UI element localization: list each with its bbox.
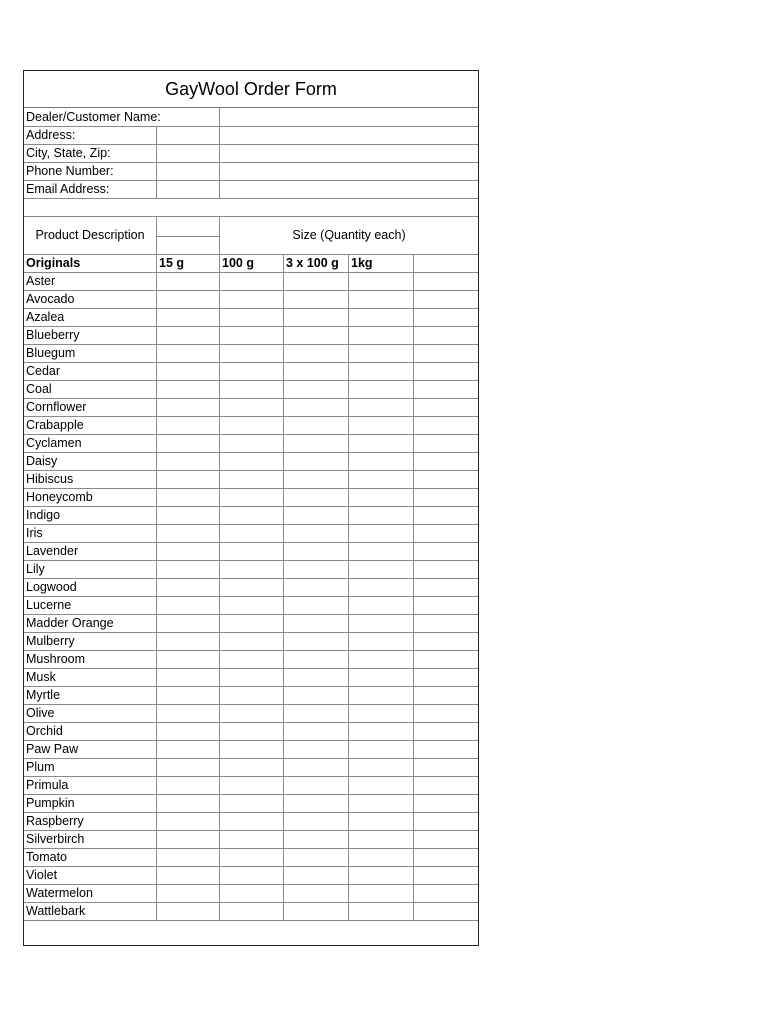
quantity-cell[interactable] [284,885,348,902]
quantity-cell[interactable] [414,381,479,398]
quantity-cell[interactable] [157,903,219,920]
quantity-cell[interactable] [284,273,348,290]
size-header: Size (Quantity each) [292,228,406,242]
quantity-cell[interactable] [220,489,283,506]
quantity-cell[interactable] [349,435,413,452]
product-name: Azalea [26,310,65,324]
customer-field-input[interactable] [219,163,478,180]
customer-field-input[interactable] [219,109,478,126]
quantity-cell[interactable] [284,759,348,776]
quantity-cell[interactable] [157,561,219,578]
quantity-cell[interactable] [284,669,348,686]
customer-field-input[interactable] [219,181,478,198]
quantity-cell[interactable] [220,597,283,614]
size-column-header: 3 x 100 g [286,256,339,270]
quantity-cell[interactable] [284,471,348,488]
quantity-cell[interactable] [284,813,348,830]
quantity-cell[interactable] [284,561,348,578]
quantity-cell[interactable] [349,885,413,902]
quantity-cell[interactable] [284,507,348,524]
quantity-cell[interactable] [349,273,413,290]
quantity-cell[interactable] [414,705,479,722]
quantity-cell[interactable] [349,849,413,866]
quantity-cell[interactable] [349,579,413,596]
quantity-cell[interactable] [414,345,479,362]
quantity-cell[interactable] [349,741,413,758]
product-description-header: Product Description [35,228,145,242]
customer-field-label: Address: [26,128,76,142]
quantity-cell[interactable] [220,687,283,704]
quantity-cell[interactable] [349,507,413,524]
quantity-cell[interactable] [414,579,479,596]
quantity-cell[interactable] [284,687,348,704]
quantity-cell[interactable] [220,903,283,920]
quantity-cell[interactable] [157,273,219,290]
quantity-cell[interactable] [414,669,479,686]
quantity-cell[interactable] [349,669,413,686]
customer-field-label: City, State, Zip: [26,146,111,160]
quantity-cell[interactable] [157,651,219,668]
quantity-cell[interactable] [414,903,479,920]
quantity-cell[interactable] [349,489,413,506]
quantity-cell[interactable] [157,291,219,308]
quantity-cell[interactable] [220,705,283,722]
product-name: Tomato [26,850,67,864]
header-col-divider [219,216,220,254]
column-divider [413,254,414,920]
quantity-cell[interactable] [157,345,219,362]
quantity-cell[interactable] [284,633,348,650]
column-divider [283,254,284,920]
column-divider [219,254,220,920]
quantity-cell[interactable] [349,795,413,812]
quantity-cell[interactable] [284,417,348,434]
quantity-cell[interactable] [220,561,283,578]
quantity-cell[interactable] [157,597,219,614]
product-name: Hibiscus [26,472,74,486]
quantity-cell[interactable] [157,687,219,704]
quantity-cell[interactable] [414,795,479,812]
spacer-divider [24,216,478,217]
quantity-cell[interactable] [157,363,219,380]
quantity-cell[interactable] [414,471,479,488]
quantity-cell[interactable] [157,813,219,830]
product-name: Honeycomb [26,490,93,504]
quantity-cell[interactable] [220,309,283,326]
product-name: Lily [26,562,45,576]
quantity-cell[interactable] [157,327,219,344]
product-name: Cornflower [26,400,87,414]
quantity-cell[interactable] [157,543,219,560]
quantity-cell[interactable] [220,633,283,650]
quantity-cell[interactable] [349,399,413,416]
quantity-cell[interactable] [349,867,413,884]
product-name: Mulberry [26,634,75,648]
quantity-cell[interactable] [349,903,413,920]
product-name: Watermelon [26,886,93,900]
quantity-cell[interactable] [157,435,219,452]
quantity-cell[interactable] [414,831,479,848]
product-name: Mushroom [26,652,86,666]
quantity-cell[interactable] [349,777,413,794]
quantity-cell[interactable] [157,777,219,794]
quantity-cell[interactable] [220,849,283,866]
order-form [23,70,479,946]
header-divider [24,254,478,255]
quantity-cell[interactable] [157,705,219,722]
quantity-cell[interactable] [220,327,283,344]
quantity-cell[interactable] [220,741,283,758]
product-name: Plum [26,760,55,774]
quantity-cell[interactable] [284,795,348,812]
quantity-cell[interactable] [349,309,413,326]
quantity-cell[interactable] [220,363,283,380]
product-name: Madder Orange [26,616,114,630]
product-name: Violet [26,868,58,882]
quantity-cell[interactable] [349,363,413,380]
product-name: Bluegum [26,346,76,360]
customer-col-divider [156,126,157,198]
header-col-divider [156,216,157,254]
product-name: Paw Paw [26,742,79,756]
quantity-cell[interactable] [157,417,219,434]
quantity-cell[interactable] [157,489,219,506]
quantity-cell[interactable] [220,831,283,848]
quantity-cell[interactable] [349,543,413,560]
quantity-cell[interactable] [349,597,413,614]
quantity-cell[interactable] [220,453,283,470]
quantity-cell[interactable] [220,291,283,308]
quantity-cell[interactable] [157,669,219,686]
quantity-cell[interactable] [414,507,479,524]
quantity-cell[interactable] [220,471,283,488]
quantity-cell[interactable] [220,435,283,452]
quantity-cell[interactable] [220,795,283,812]
quantity-cell[interactable] [220,885,283,902]
column-divider [348,254,349,920]
quantity-cell[interactable] [414,363,479,380]
quantity-cell[interactable] [157,507,219,524]
quantity-cell[interactable] [220,615,283,632]
product-name: Lucerne [26,598,72,612]
quantity-cell[interactable] [157,849,219,866]
quantity-cell[interactable] [220,273,283,290]
quantity-cell[interactable] [414,849,479,866]
header-subdivider [156,236,219,237]
quantity-cell[interactable] [284,345,348,362]
quantity-cell[interactable] [284,453,348,470]
quantity-cell[interactable] [284,399,348,416]
product-name: Daisy [26,454,58,468]
quantity-cell[interactable] [157,579,219,596]
quantity-cell[interactable] [414,867,479,884]
quantity-cell[interactable] [284,291,348,308]
quantity-cell[interactable] [284,903,348,920]
quantity-cell[interactable] [284,615,348,632]
quantity-cell[interactable] [157,471,219,488]
quantity-cell[interactable] [220,381,283,398]
quantity-cell[interactable] [157,885,219,902]
quantity-cell[interactable] [414,525,479,542]
quantity-cell[interactable] [349,705,413,722]
product-name: Logwood [26,580,77,594]
quantity-cell[interactable] [414,777,479,794]
quantity-cell[interactable] [414,741,479,758]
size-column-header: 100 g [222,256,254,270]
quantity-cell[interactable] [220,813,283,830]
quantity-cell[interactable] [157,381,219,398]
quantity-cell[interactable] [349,381,413,398]
product-name: Cedar [26,364,61,378]
product-name: Orchid [26,724,63,738]
product-name: Aster [26,274,56,288]
quantity-cell[interactable] [414,453,479,470]
quantity-cell[interactable] [157,759,219,776]
quantity-cell[interactable] [349,831,413,848]
quantity-cell[interactable] [284,309,348,326]
quantity-cell[interactable] [414,417,479,434]
quantity-cell[interactable] [157,867,219,884]
quantity-cell[interactable] [220,651,283,668]
quantity-cell[interactable] [284,525,348,542]
quantity-cell[interactable] [284,849,348,866]
customer-field-label: Email Address: [26,182,110,196]
form-title: GayWool Order Form [24,71,478,108]
quantity-cell[interactable] [284,723,348,740]
quantity-cell[interactable] [349,471,413,488]
quantity-cell[interactable] [220,399,283,416]
customer-col-divider [219,108,220,198]
customer-field-input[interactable] [219,127,478,144]
quantity-cell[interactable] [349,291,413,308]
quantity-cell[interactable] [284,381,348,398]
quantity-cell[interactable] [220,543,283,560]
product-name: Coal [26,382,52,396]
quantity-cell[interactable] [157,831,219,848]
quantity-cell[interactable] [220,579,283,596]
quantity-cell[interactable] [414,489,479,506]
product-name: Raspberry [26,814,84,828]
product-name: Indigo [26,508,61,522]
quantity-cell[interactable] [220,417,283,434]
quantity-cell[interactable] [414,687,479,704]
quantity-cell[interactable] [349,615,413,632]
quantity-cell[interactable] [284,831,348,848]
quantity-cell[interactable] [284,597,348,614]
size-column-header: 15 g [159,256,185,270]
quantity-cell[interactable] [220,723,283,740]
quantity-cell[interactable] [414,633,479,650]
quantity-cell[interactable] [349,525,413,542]
quantity-cell[interactable] [349,651,413,668]
quantity-cell[interactable] [414,885,479,902]
customer-row-divider [24,198,478,199]
product-name: Cyclamen [26,436,82,450]
quantity-cell[interactable] [414,615,479,632]
quantity-cell[interactable] [349,453,413,470]
product-name: Blueberry [26,328,80,342]
quantity-cell[interactable] [414,723,479,740]
quantity-cell[interactable] [157,723,219,740]
quantity-cell[interactable] [284,363,348,380]
quantity-cell[interactable] [414,813,479,830]
quantity-cell[interactable] [349,687,413,704]
product-name: Crabapple [26,418,84,432]
customer-field-label: Phone Number: [26,164,114,178]
quantity-cell[interactable] [284,579,348,596]
product-name: Olive [26,706,55,720]
quantity-cell[interactable] [157,741,219,758]
quantity-cell[interactable] [349,327,413,344]
quantity-cell[interactable] [284,489,348,506]
quantity-cell[interactable] [349,723,413,740]
product-name: Avocado [26,292,75,306]
product-name: Silverbirch [26,832,85,846]
quantity-cell[interactable] [414,435,479,452]
quantity-cell[interactable] [220,345,283,362]
quantity-cell[interactable] [284,741,348,758]
quantity-cell[interactable] [220,507,283,524]
quantity-cell[interactable] [284,777,348,794]
customer-field-label: Dealer/Customer Name: [26,110,161,124]
quantity-cell[interactable] [284,543,348,560]
quantity-cell[interactable] [349,345,413,362]
quantity-cell[interactable] [414,327,479,344]
quantity-cell[interactable] [349,813,413,830]
quantity-cell[interactable] [284,705,348,722]
quantity-cell[interactable] [220,669,283,686]
quantity-cell[interactable] [414,597,479,614]
quantity-cell[interactable] [284,867,348,884]
section-label: Originals [26,256,81,270]
quantity-cell[interactable] [157,525,219,542]
product-name: Musk [26,670,56,684]
quantity-cell[interactable] [284,327,348,344]
quantity-cell[interactable] [414,651,479,668]
quantity-cell[interactable] [414,543,479,560]
quantity-cell[interactable] [349,759,413,776]
customer-field-input[interactable] [219,145,478,162]
size-column-header: 1kg [351,256,373,270]
product-name: Wattlebark [26,904,86,918]
column-divider [156,254,157,920]
quantity-cell[interactable] [220,777,283,794]
quantity-cell[interactable] [157,633,219,650]
quantity-cell[interactable] [220,525,283,542]
quantity-cell[interactable] [349,561,413,578]
product-name: Pumpkin [26,796,75,810]
quantity-cell[interactable] [349,417,413,434]
quantity-cell[interactable] [157,453,219,470]
quantity-cell[interactable] [414,309,479,326]
quantity-cell[interactable] [349,633,413,650]
product-name: Primula [26,778,69,792]
quantity-cell[interactable] [157,309,219,326]
quantity-cell[interactable] [414,273,479,290]
product-name: Myrtle [26,688,61,702]
quantity-cell[interactable] [284,435,348,452]
quantity-cell[interactable] [157,795,219,812]
quantity-cell[interactable] [414,561,479,578]
quantity-cell[interactable] [157,615,219,632]
row-divider [24,920,478,921]
quantity-cell[interactable] [157,399,219,416]
quantity-cell[interactable] [220,867,283,884]
quantity-cell[interactable] [414,291,479,308]
quantity-cell[interactable] [414,759,479,776]
quantity-cell[interactable] [284,651,348,668]
product-name: Lavender [26,544,79,558]
product-name: Iris [26,526,43,540]
quantity-cell[interactable] [220,759,283,776]
quantity-cell[interactable] [414,399,479,416]
